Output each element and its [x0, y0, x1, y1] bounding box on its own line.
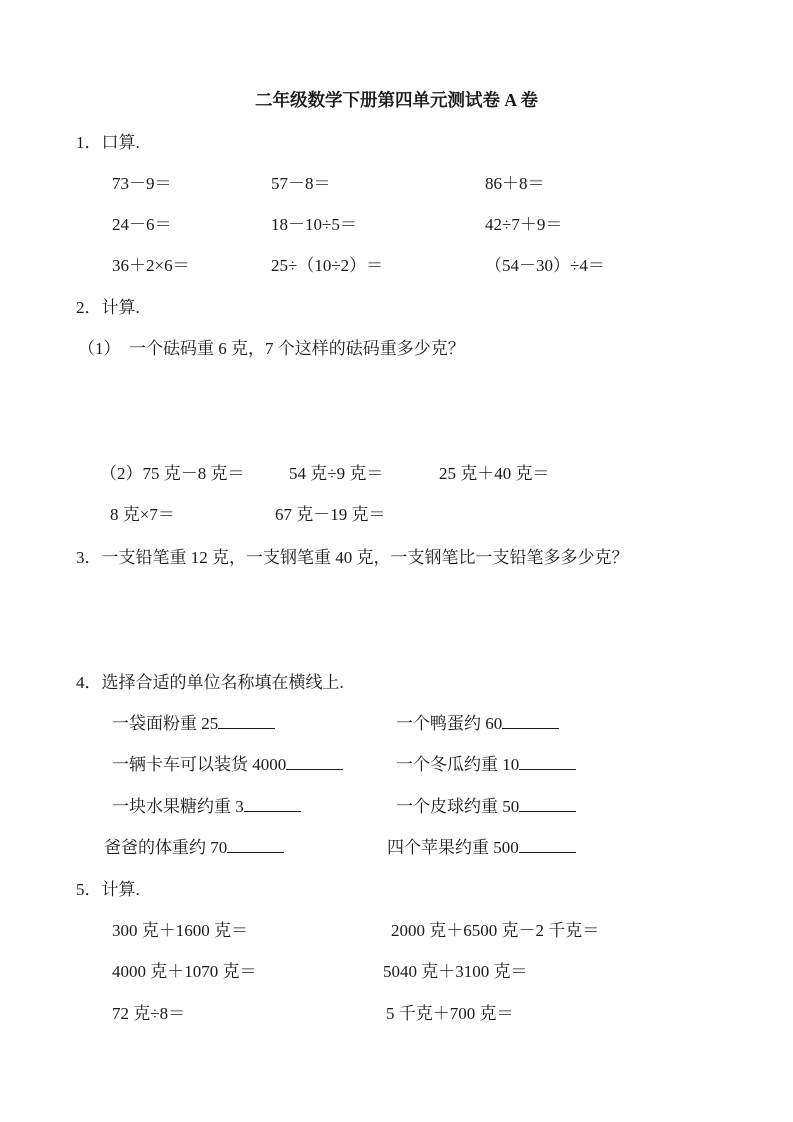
q4-item-text: 四个苹果约重 500 [387, 838, 519, 857]
q4-item-text: 一个冬瓜约重 10 [396, 755, 520, 774]
q5-expr: 2000 克＋6500 克－2 千克＝ [391, 921, 600, 940]
q5-expr: 5040 克＋3100 克＝ [383, 962, 528, 981]
q3-heading: 3．一支铅笔重 12 克，一支钢笔重 40 克，一支钢笔比一支铅笔多多少克？ [76, 548, 629, 567]
q5-expr: 5 千克＋700 克＝ [386, 1004, 514, 1023]
answer-blank[interactable] [286, 755, 343, 770]
q1-expr: 24－6＝ [112, 215, 172, 234]
q1-expr: 18－10÷5＝ [271, 215, 357, 234]
q5-expr: 72 克÷8＝ [112, 1004, 186, 1023]
q5-expr: 4000 克＋1070 克＝ [112, 962, 257, 981]
q4-item-text: 一辆卡车可以装货 4000 [112, 755, 287, 774]
q4-item-text: 一袋面粉重 25 [112, 714, 219, 733]
q1-expr: 36＋2×6＝ [112, 256, 190, 275]
q4-item [396, 755, 576, 775]
answer-blank[interactable] [244, 797, 301, 812]
answer-blank[interactable] [519, 797, 576, 812]
q4-item [396, 797, 576, 817]
q4-item-text: 一块水果糖约重 3 [112, 797, 244, 816]
q4-item [396, 714, 559, 734]
q5-heading: 5．计算. [76, 880, 140, 899]
q5-expr: 300 克＋1600 克＝ [112, 921, 248, 940]
q1-expr: 57－8＝ [271, 174, 331, 193]
q1-expr: 73－9＝ [112, 174, 172, 193]
page-title: 二年级数学下册第四单元测试卷 A 卷 [255, 90, 538, 110]
q4-item [112, 714, 275, 734]
q2-expr: 54 克÷9 克＝ [289, 464, 384, 483]
answer-blank[interactable] [502, 714, 559, 729]
q2-part1: （1） 一个砝码重 6 克，7 个这样的砝码重多少克？ [78, 339, 465, 358]
q4-item [104, 838, 284, 858]
q4-item [112, 755, 343, 775]
q2-heading: 2．计算. [76, 298, 140, 317]
q2-expr: 67 克－19 克＝ [275, 505, 386, 524]
answer-blank[interactable] [519, 755, 576, 770]
answer-blank[interactable] [519, 838, 576, 853]
answer-blank[interactable] [227, 838, 284, 853]
q2-expr: 8 克×7＝ [110, 505, 175, 524]
q4-item-text: 一个鸭蛋约 60 [396, 714, 503, 733]
q4-item-text: 一个皮球约重 50 [396, 797, 520, 816]
q2-expr: （2）75 克－8 克＝ [100, 464, 245, 483]
answer-blank[interactable] [218, 714, 275, 729]
q1-expr: 25÷（10÷2）＝ [271, 256, 384, 275]
q2-expr: 25 克＋40 克＝ [439, 464, 550, 483]
q4-item-text: 爸爸的体重约 70 [104, 838, 228, 857]
q1-heading: 1．口算. [76, 133, 140, 152]
q1-expr: 86＋8＝ [485, 174, 545, 193]
q1-expr: （54－30）÷4＝ [485, 256, 605, 275]
q4-item [387, 838, 576, 858]
q4-item [112, 797, 301, 817]
q1-expr: 42÷7＋9＝ [485, 215, 563, 234]
q4-heading: 4．选择合适的单位名称填在横线上. [76, 673, 344, 692]
